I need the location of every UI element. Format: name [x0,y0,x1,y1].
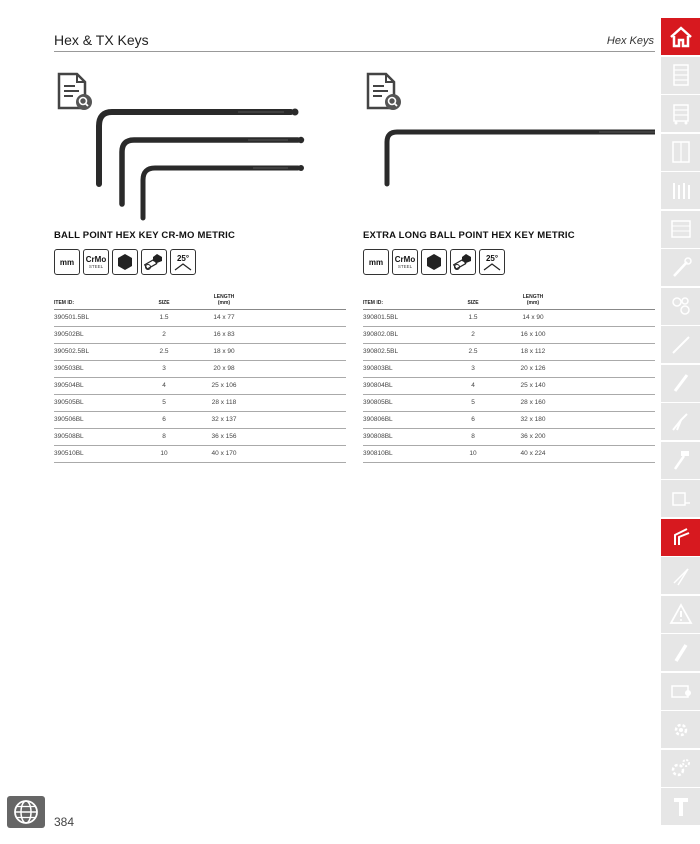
table-row: 390506BL 6 32 x 137 [54,411,346,428]
table-row: 390806BL 6 32 x 180 [363,411,655,428]
tab-automotive[interactable] [661,673,700,710]
table-row: 390801.5BL 1.5 14 x 90 [363,309,655,326]
tab-hammers[interactable] [661,442,700,479]
wrench-icon [669,256,693,280]
hex-key-icon [669,525,693,549]
screwdriver-icon [669,333,693,357]
tab-safety[interactable] [661,596,700,633]
product-title: EXTRA LONG BALL POINT HEX KEY METRIC [363,230,575,241]
tool-set-icon [669,179,693,203]
category-sidebar [661,18,700,827]
table-row: 390803BL 3 20 x 126 [363,360,655,377]
feature-badges [54,249,196,275]
feature-badges [363,249,505,275]
table-row: 390504BL 4 25 x 106 [54,377,346,394]
material-badge: CrMo STEEL [83,249,109,275]
globe-icon[interactable] [7,796,45,828]
tab-bits[interactable] [661,365,700,402]
column-header-size: SIZE [455,292,491,309]
unit-badge: mm [54,249,80,275]
table-row: 390508BL 8 36 x 156 [54,428,346,445]
tab-measuring[interactable] [661,480,700,517]
column-header-length: LENGTH (mm) [182,292,266,309]
gears-icon [669,756,693,780]
tab-inserts[interactable] [661,211,700,248]
spec-table [363,292,655,463]
extra-long-hex-key-image [363,96,655,226]
tape-icon [669,487,693,511]
hammer-icon [669,448,693,472]
tab-tool-storage[interactable] [661,57,700,94]
gear-icon [669,718,693,742]
tab-screwdrivers[interactable] [661,326,700,363]
tab-tool-sets[interactable] [661,172,700,209]
file-tool-icon [669,641,693,665]
spec-table [54,292,346,463]
header-divider [54,51,655,52]
tab-pliers[interactable] [661,403,700,440]
tab-cutting[interactable] [661,557,700,594]
table-row: 390503BL 3 20 x 98 [54,360,346,377]
page-title: Hex & TX Keys [54,32,149,48]
cutter-icon [669,564,693,588]
trolley-icon [669,102,693,126]
unit-badge: mm [363,249,389,275]
tray-icon [669,217,693,241]
bit-icon [669,371,693,395]
table-row: 390804BL 4 25 x 140 [363,377,655,394]
material-badge: CrMo STEEL [392,249,418,275]
table-row: 390802.5BL 2.5 18 x 112 [363,343,655,360]
tab-accessories[interactable] [661,788,700,825]
page-number: 384 [54,815,75,829]
home-icon [669,25,693,49]
tab-hex-keys[interactable] [661,519,700,556]
table-row: 390805BL 5 28 x 160 [363,394,655,411]
column-header-length: LENGTH (mm) [491,292,575,309]
table-row: 390502.5BL 2.5 18 x 90 [54,343,346,360]
socket-icon [669,294,693,318]
table-row: 390502BL 2 16 x 83 [54,326,346,343]
column-header-item: ITEM ID: [363,292,455,309]
table-row: 390808BL 8 36 x 200 [363,428,655,445]
tab-files[interactable] [661,634,700,671]
tool-case-icon [669,679,693,703]
table-row: 390501.5BL 1.5 14 x 77 [54,309,346,326]
warning-icon [669,602,693,626]
cabinet-icon [669,140,693,164]
product-title: BALL POINT HEX KEY CR-MO METRIC [54,230,236,241]
pliers-icon [669,410,693,434]
tab-power-tools[interactable] [661,750,700,787]
ball-end-icon [141,249,167,275]
hexagon-icon [112,249,138,275]
table-row: 390810BL 10 40 x 224 [363,445,655,462]
column-header-size: SIZE [146,292,182,309]
hex-key-set-image [88,96,348,226]
tab-cabinets[interactable] [661,134,700,171]
tab-specialty[interactable] [661,711,700,748]
section-label: Hex Keys [606,35,654,47]
tab-sockets[interactable] [661,288,700,325]
table-row: 390802.0BL 2 16 x 100 [363,326,655,343]
home-tab[interactable] [661,18,700,55]
angle-25-icon: 25° [479,249,505,275]
table-row: 390505BL 5 28 x 118 [54,394,346,411]
tab-wrenches[interactable] [661,249,700,286]
angle-25-icon: 25° [170,249,196,275]
ball-end-icon [450,249,476,275]
hexagon-icon [421,249,447,275]
tool-chest-icon [669,63,693,87]
t-handle-icon [669,795,693,819]
tab-trolleys[interactable] [661,95,700,132]
column-header-item: ITEM ID: [54,292,146,309]
table-row: 390510BL 10 40 x 170 [54,445,346,462]
